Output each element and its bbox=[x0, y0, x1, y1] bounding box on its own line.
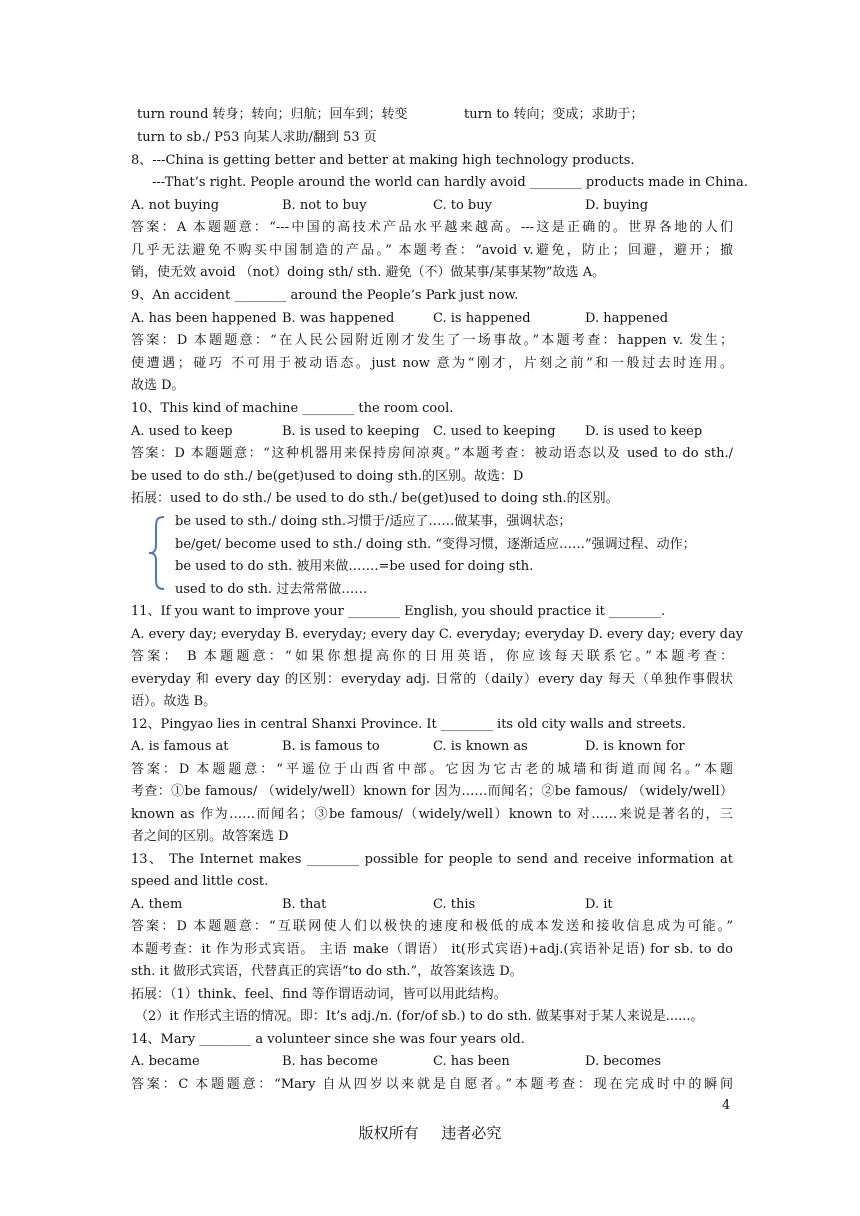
answer-line: everyday 和 every day 的区别：everyday adj. 日常的（daily）every day 每天（单独作事假状 bbox=[131, 672, 733, 687]
question-12: 12、Pingyao lies in central Shanxi Province. It ________ its old city walls and streets. bbox=[131, 717, 686, 732]
option-a: A. them bbox=[131, 897, 183, 912]
question-10: 10、This kind of machine ________ the room cool. bbox=[131, 401, 454, 416]
option-b: B. is used to keeping bbox=[282, 424, 420, 439]
answer-line: known as 作为……而闻名；③be famous/（widely/well）known to 对……来说是著名的，三 bbox=[131, 807, 733, 822]
answer-line: 本题考查：it 作为形式宾语。 主语 make（谓语） it(形式宾语)+adj.(宾语补足语) for sb. to do bbox=[131, 942, 733, 957]
option-b: B. not to buy bbox=[282, 198, 367, 213]
question-8-line2: ---That’s right. People around the world can hardly avoid ________ products made in China. bbox=[152, 175, 748, 190]
option-d: D. happened bbox=[585, 311, 669, 326]
answer-line: 故选 D。 bbox=[131, 378, 185, 393]
option-b: B. is famous to bbox=[282, 739, 380, 754]
option-d: D. becomes bbox=[585, 1054, 662, 1069]
text-line: turn to sb./ P53 向某人求助/翻到 53 页 bbox=[137, 130, 377, 145]
extension-item: be/get/ become used to sth./ doing sth. “变得习惯，逐渐适应……”强调过程、动作； bbox=[175, 537, 696, 552]
footer-copyright: 版权所有 bbox=[358, 1124, 419, 1142]
option-c: C. is known as bbox=[433, 739, 528, 754]
answer-line: 答案：D 本题题意：“在人民公园附近刚才发生了一场事故。”本题考查：happen v. 发生； bbox=[131, 333, 733, 348]
answer-line: 销，使无效 avoid （not）doing sth/ sth. 避免（不）做某事/某事某物”故选 A。 bbox=[131, 265, 606, 280]
curly-brace-icon bbox=[146, 515, 168, 591]
page-number: 4 bbox=[722, 1098, 731, 1113]
question-13-line2: speed and little cost. bbox=[131, 874, 269, 889]
answer-line: 几乎无法避免不购买中国制造的产品。” 本题考查：“avoid v.避免，防止；回避，避开；撤 bbox=[131, 243, 733, 258]
answer-line: 答案：A 本题题意：“---中国的高技术产品水平越来越高。---这是正确的。世界各地的人们 bbox=[131, 220, 733, 235]
extension-line: 拓展：（1）think、feel、find 等作谓语动词，皆可以用此结构。 bbox=[131, 987, 507, 1002]
text-line: turn round 转身；转向；归航；回车到；转变 bbox=[137, 107, 408, 122]
option-c: C. to buy bbox=[433, 198, 492, 213]
extension-line: （2）it 作形式主语的情况。即：It’s adj./n. (for/of sb.) to do sth. 做某事对于某人来说是......。 bbox=[135, 1009, 704, 1024]
question-11-options: A. every day; everyday B. everyday; every day C. everyday; everyday D. every day; every day bbox=[131, 627, 744, 642]
option-d: D. is used to keep bbox=[585, 424, 703, 439]
footer-warning: 违者必究 bbox=[441, 1124, 502, 1142]
footer bbox=[0, 1123, 860, 1143]
text-line: turn to 转向；变成；求助于； bbox=[464, 107, 644, 122]
option-a: A. has been happened bbox=[131, 311, 277, 326]
answer-line: 者之间的区别。故答案选 D bbox=[131, 829, 289, 844]
answer-line: 考查：①be famous/ （widely/well）known for 因为……而闻名；②be famous/ （widely/well） bbox=[131, 784, 733, 799]
answer-line: sth. it 做形式宾语，代替真正的宾语“to do sth.”，故答案该选 D。 bbox=[131, 964, 523, 979]
option-d: D. is known for bbox=[585, 739, 685, 754]
option-a: A. used to keep bbox=[131, 424, 233, 439]
extension-item: be used to sth./ doing sth.习惯于/适应了……做某事，强调状态； bbox=[175, 514, 572, 529]
answer-line: 语）。故选 B。 bbox=[131, 694, 217, 709]
question-11: 11、If you want to improve your ________ English, you should practice it ________. bbox=[131, 604, 666, 619]
question-14: 14、Mary ________ a volunteer since she was four years old. bbox=[131, 1032, 525, 1047]
answer-line: 答案：D 本题题意：“这种机器用来保持房间凉爽。”本题考查：被动语态以及 used to do sth./ bbox=[131, 446, 733, 461]
answer-line: 答案：D 本题题意：“互联网使人们以极快的速度和极低的成本发送和接收信息成为可能。” bbox=[131, 919, 733, 934]
question-8: 8、---China is getting better and better at making high technology products. bbox=[131, 153, 635, 168]
option-b: B. has become bbox=[282, 1054, 378, 1069]
option-b: B. that bbox=[282, 897, 327, 912]
question-9: 9、An accident ________ around the People’s Park just now. bbox=[131, 288, 519, 303]
question-13: 13、 The Internet makes ________ possible for people to send and receive information at bbox=[131, 852, 733, 867]
answer-line: 答案：C 本题题意：“Mary 自从四岁以来就是自愿者。”本题考查：现在完成时中的瞬间 bbox=[131, 1077, 733, 1092]
option-a: A. not buying bbox=[131, 198, 220, 213]
option-d: D. buying bbox=[585, 198, 649, 213]
extension-item: be used to do sth. 被用来做…….=be used for doing sth. bbox=[175, 559, 534, 574]
option-a: A. became bbox=[131, 1054, 200, 1069]
answer-line: 答案：D 本题题意：“平遥位于山西省中部。它因为它古老的城墙和街道而闻名。”本题 bbox=[131, 762, 733, 777]
answer-line: 使遭遇；碰巧 不可用于被动语态。just now 意为“刚才，片刻之前”和一般过去时连用。 bbox=[131, 356, 733, 371]
option-b: B. was happened bbox=[282, 311, 395, 326]
extension-item: used to do sth. 过去常常做…… bbox=[175, 582, 368, 597]
extension-line: 拓展：used to do sth./ be used to do sth./ be(get)used to doing sth.的区别。 bbox=[131, 491, 619, 506]
option-c: C. has been bbox=[433, 1054, 510, 1069]
option-a: A. is famous at bbox=[131, 739, 229, 754]
option-c: C. used to keeping bbox=[433, 424, 556, 439]
answer-line: 答案： B 本题题意：“如果你想提高你的日用英语，你应该每天联系它。”本题考查： bbox=[131, 649, 733, 664]
option-c: C. this bbox=[433, 897, 476, 912]
answer-line: be used to do sth./ be(get)used to doing sth.的区别。故选：D bbox=[131, 469, 524, 484]
option-c: C. is happened bbox=[433, 311, 531, 326]
option-d: D. it bbox=[585, 897, 613, 912]
